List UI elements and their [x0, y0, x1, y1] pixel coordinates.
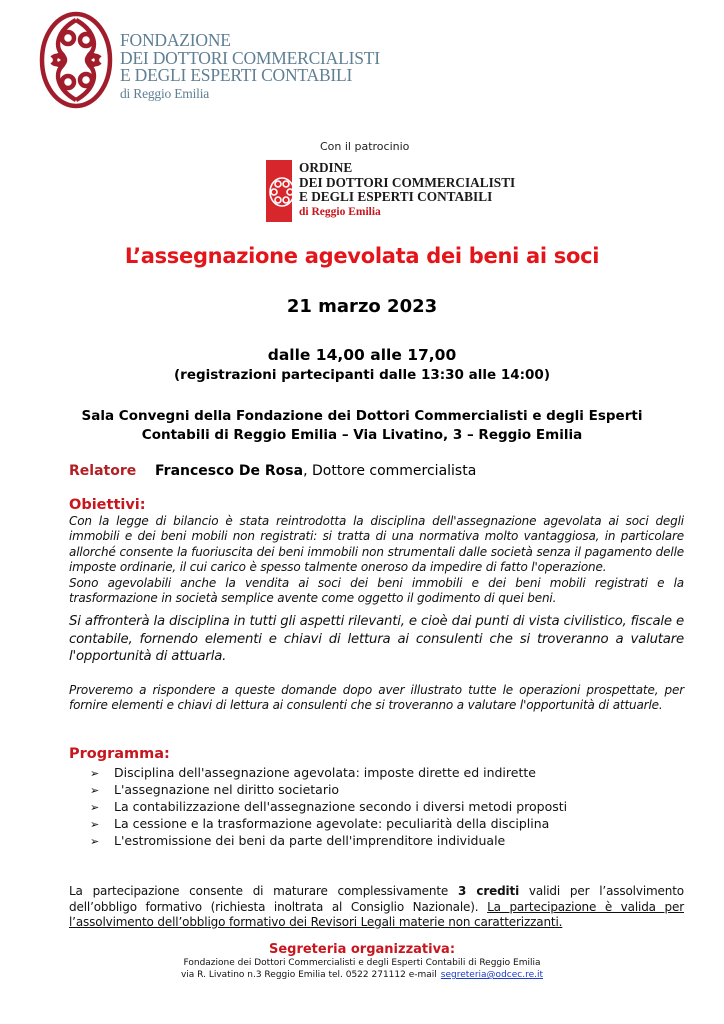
foundation-line-3: E DEGLI ESPERTI CONTABILI [120, 65, 353, 85]
program-item [90, 799, 567, 816]
arrowhead-bullet-icon: ➢ [90, 767, 100, 780]
objectives-heading: Obiettivi: [69, 497, 146, 513]
program-item-text: Disciplina dell'assegnazione agevolata: imposte dirette ed indirette [114, 765, 536, 780]
speaker-label: Relatore [69, 463, 137, 479]
secretariat-line-1: Fondazione dei Dottori Commercialisti e degli Esperti Contabili di Reggio Emilia [183, 958, 541, 968]
registration-time: (registrazioni partecipanti dalle 13:30 alle 14:00) [174, 367, 550, 383]
secretariat-address: via R. Livatino n.3 Reggio Emilia tel. 0522 271112 e-mail [180, 970, 437, 980]
speaker-role: , Dottore commercialista [303, 463, 477, 479]
event-date: 21 marzo 2023 [286, 296, 438, 317]
program-list [90, 765, 567, 850]
arrowhead-bullet-icon: ➢ [90, 801, 100, 814]
ordine-line-4: di Reggio Emilia [299, 205, 381, 218]
foundation-line-1: FONDAZIONE [120, 30, 231, 50]
program-item [90, 833, 567, 850]
program-item-text: L'assegnazione nel diritto societario [114, 782, 340, 797]
arrowhead-bullet-icon: ➢ [90, 818, 100, 831]
ordine-name [299, 161, 515, 219]
arrowhead-bullet-icon: ➢ [90, 835, 100, 848]
speaker [155, 463, 476, 479]
secretariat-line-2 [0, 970, 724, 980]
credits-revisori-note: La partecipazione è valida per l’assolvimento dell’obbligo formativo dei Revisori Legali materie non caratterizzanti. [69, 899, 684, 929]
program-item [90, 816, 567, 833]
objectives-paragraph-1: Con la legge di bilancio è stata reintrodotta la disciplina dell'assegnazione agevolata ai soci degli immobili e dei beni mobili non registrati: si tratta di una normativa molto vantaggiosa, in particolare allorché consente la fuoriuscita dei beni immobili non strumentali dalle società senza il pagamento delle imposte ordinarie, il cui carico è spesso talmente oneroso da impedire di fatto l'operazione. [69, 514, 684, 575]
credits-text-1: La partecipazione consente di maturare complessivamente [69, 884, 458, 898]
program-item [90, 782, 567, 799]
credits-note [69, 884, 684, 931]
credits-text-2: validi per l’assolvimento dell’obbligo formativo (richiesta inoltrata al Consiglio Nazionale). [69, 884, 684, 914]
program-item [90, 765, 567, 782]
objectives-text [69, 514, 684, 606]
program-item-text: L'estromissione dei beni da parte dell'imprenditore individuale [114, 833, 506, 848]
event-title: L’assegnazione agevolata dei beni ai soci [124, 244, 600, 268]
credits-count: 3 crediti [457, 884, 520, 898]
ordine-line-3: E DEGLI ESPERTI CONTABILI [299, 189, 493, 204]
objectives-paragraph-3-text: Si affronterà la disciplina in tutti gli aspetti rilevanti, e cioè dai punti di vista civilistico, fiscale e contabile, fornendo elementi e chiavi di lettura ai consulenti che si troveranno a valutare l'opportunità di attuarla. [69, 614, 684, 665]
secretariat-heading: Segreteria organizzativa: [268, 942, 456, 957]
event-time: dalle 14,00 alle 17,00 [267, 346, 457, 364]
arrowhead-bullet-icon: ➢ [90, 784, 100, 797]
ordine-line-1: ORDINE [299, 160, 353, 175]
ordine-logo-icon [268, 176, 298, 208]
program-item-text: La cessione e la trasformazione agevolate: peculiarità della disciplina [114, 816, 550, 831]
speaker-name: Francesco De Rosa [155, 463, 304, 479]
venue-line-1: Sala Convegni della Fondazione dei Dottori Commercialisti e degli Esperti [81, 408, 643, 424]
event-venue [0, 407, 724, 445]
objectives-paragraph-3 [69, 613, 684, 666]
venue-line-2: Contabili di Reggio Emilia – Via Livatino, 3 – Reggio Emilia [141, 427, 583, 443]
fondazione-logo-icon [38, 10, 114, 110]
program-heading: Programma: [69, 746, 170, 762]
objectives-paragraph-4: Proveremo a rispondere a queste domande dopo aver illustrato tutte le operazioni prospettate, per fornire elementi e chiavi di lettura ai consulenti che si troveranno a valutare l'opportunità di attuarle. [69, 683, 684, 713]
objectives-paragraph-2: Sono agevolabili anche la vendita ai soci dei beni immobili e dei beni mobili registrati e la trasformazione in società semplice avente come oggetto il godimento di quei beni. [69, 575, 684, 606]
ordine-line-2: DEI DOTTORI COMMERCIALISTI [299, 174, 516, 190]
patronage-label: Con il patrocinio [320, 140, 410, 153]
secretariat-email-link[interactable]: segreteria@odcec.re.it [440, 970, 544, 980]
program-item-text: La contabilizzazione dell'assegnazione secondo i diversi metodi proposti [114, 799, 568, 814]
foundation-name [120, 32, 380, 103]
foundation-line-2: DEI DOTTORI COMMERCIALISTI [120, 47, 380, 68]
foundation-line-4: di Reggio Emilia [120, 85, 210, 101]
